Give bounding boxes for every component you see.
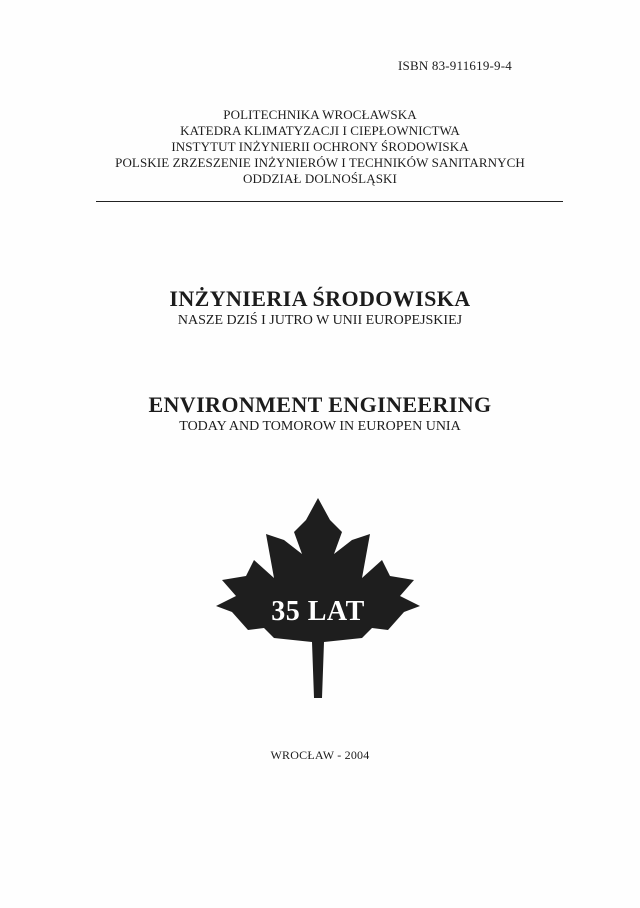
institution-line: ODDZIAŁ DOLNOŚLĄSKI <box>243 171 397 186</box>
horizontal-divider <box>96 201 563 202</box>
institution-line: POLITECHNIKA WROCŁAWSKA <box>223 107 417 122</box>
title-polish: INŻYNIERIA ŚRODOWISKA <box>169 286 471 311</box>
institution-line: POLSKIE ZRZESZENIE INŻYNIERÓW I TECHNIKÓW SANITARNYCH <box>115 155 525 170</box>
place-and-year: WROCŁAW - 2004 <box>270 748 370 762</box>
subtitle-polish: NASZE DZIŚ I JUTRO W UNII EUROPEJSKIEJ <box>177 313 463 328</box>
title-english: ENVIRONMENT ENGINEERING <box>148 392 492 417</box>
isbn-number: ISBN 83-911619-9-4 <box>398 58 512 73</box>
subtitle-english: TODAY AND TOMOROW IN EUROPEN UNIA <box>179 419 461 434</box>
institution-line: INSTYTUT INŻYNIERII OCHRONY ŚRODOWISKA <box>171 139 469 154</box>
institution-line: KATEDRA KLIMATYZACJI I CIEPŁOWNICTWA <box>180 123 460 138</box>
institutions-block <box>0 107 640 187</box>
anniversary-label: 35 LAT <box>271 596 365 627</box>
